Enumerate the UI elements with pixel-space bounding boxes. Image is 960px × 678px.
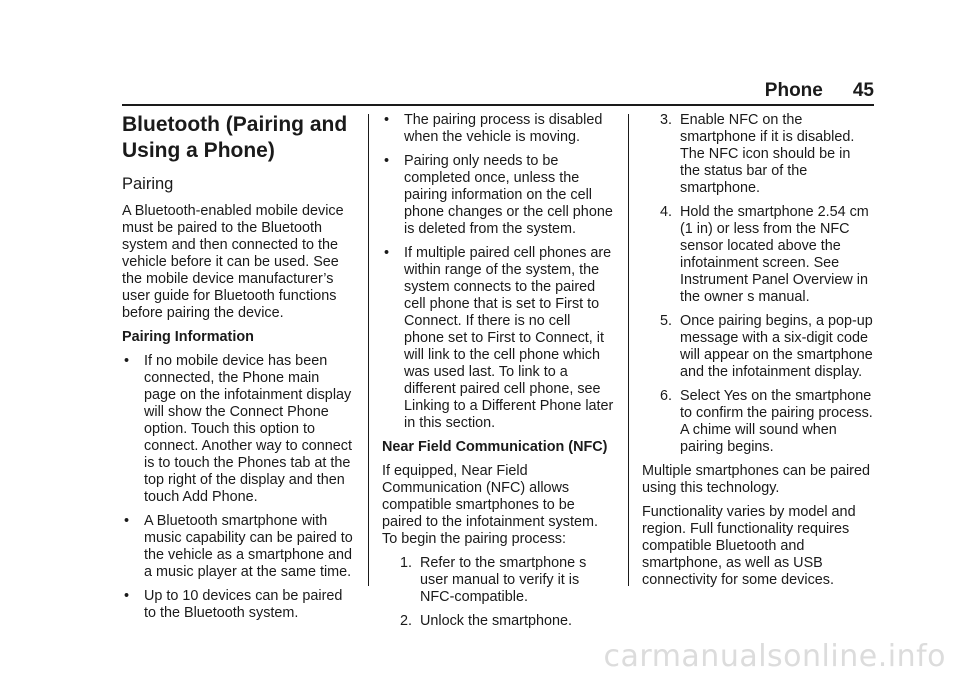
numbered-step (382, 613, 614, 630)
bullet-item (122, 513, 354, 581)
step-text: Hold the smartphone 2.54 cm (1 in) or less from the NFC sensor located above the infotainment screen. See Instrument Panel Overview in the owner s manual. (680, 204, 869, 305)
step-text: Refer to the smartphone s user manual to verify it is NFC-compatible. (420, 555, 587, 605)
numbered-step (382, 555, 614, 606)
bullet-text: If no mobile device has been connected, the Phone main page on the infotainment display will show the Connect Phone option. Touch this option to connect. Another way to connect is to touch the Phones tab at the top right of the display and then touch Add Phone. (144, 353, 352, 505)
step-number: 2. (399, 613, 412, 629)
step-number: 3. (659, 112, 672, 128)
column-middle (382, 112, 614, 637)
nfc-intro-paragraph: If equipped, Near Field Communication (NFC) allows compatible smartphones to be paired to the infotainment system. To begin the pairing process: (382, 463, 598, 547)
bullet-marker: • (384, 245, 390, 261)
page-title: Bluetooth (Pairing and Using a Phone) (122, 113, 348, 162)
nfc-heading: Near Field Communication (NFC) (382, 439, 608, 455)
page-number: 45 (852, 80, 874, 101)
numbered-step (642, 112, 874, 197)
numbered-step (642, 204, 874, 306)
numbered-step (642, 313, 874, 381)
bullet-text: Pairing only needs to be completed once, unless the pairing information on the cell phone changes or the cell phone is deleted from the system. (404, 153, 613, 237)
watermark: carmanualsonline.info (603, 639, 946, 674)
multiple-smartphones-paragraph: Multiple smartphones can be paired using this technology. (642, 463, 870, 496)
bullet-marker: • (124, 513, 130, 529)
bullet-text: The pairing process is disabled when the vehicle is moving. (404, 112, 603, 145)
running-header (122, 80, 874, 102)
step-number: 1. (399, 555, 412, 571)
step-number: 4. (659, 204, 672, 220)
pairing-information-heading: Pairing Information (122, 329, 254, 345)
column-left (122, 112, 354, 629)
step-text: Enable NFC on the smartphone if it is disabled. The NFC icon should be in the status bar of the smartphone. (680, 112, 855, 196)
column-right (642, 112, 874, 596)
step-number: 5. (659, 313, 672, 329)
step-number: 6. (659, 388, 672, 404)
column-divider-right (628, 114, 629, 586)
bullet-text: Up to 10 devices can be paired to the Bluetooth system. (144, 588, 343, 621)
bullet-item (382, 245, 614, 432)
numbered-step (642, 388, 874, 456)
bullet-item (382, 153, 614, 238)
bullet-item (382, 112, 614, 146)
column-divider-left (368, 114, 369, 586)
intro-paragraph: A Bluetooth-enabled mobile device must be paired to the Bluetooth system and then connected to the vehicle before it can be used. See the mobile device manufacturer’s user guide for Bluetooth functions before pairing the device. (122, 203, 344, 321)
step-text: Select Yes on the smartphone to confirm the pairing process. A chime will sound when pairing begins. (680, 388, 873, 455)
bullet-text: If multiple paired cell phones are within range of the system, the system connects to the paired cell phone that is set to First to Connect. If there is no cell phone set to First to Connect, it will link to the cell phone which was used last. To link to a different paired cell phone, see Linking to a Different Phone later in this section. (404, 245, 614, 431)
bullet-marker: • (384, 112, 390, 128)
section-name: Phone (764, 80, 823, 101)
step-text: Unlock the smartphone. (420, 613, 572, 629)
section-subtitle: Pairing (122, 175, 174, 193)
header-rule (122, 104, 874, 106)
bullet-text: A Bluetooth smartphone with music capability can be paired to the vehicle as a smartphone and a music player at the same time. (144, 513, 353, 580)
bullet-item (122, 588, 354, 622)
bullet-marker: • (124, 588, 130, 604)
step-text: Once pairing begins, a pop-up message with a six-digit code will appear on the smartphone and the infotainment display. (680, 313, 873, 380)
bullet-marker: • (384, 153, 390, 169)
functionality-paragraph: Functionality varies by model and region. Full functionality requires compatible Bluetooth and smartphone, as well as USB connectivity for some devices. (642, 504, 856, 588)
bullet-item (122, 353, 354, 506)
bullet-marker: • (124, 353, 130, 369)
